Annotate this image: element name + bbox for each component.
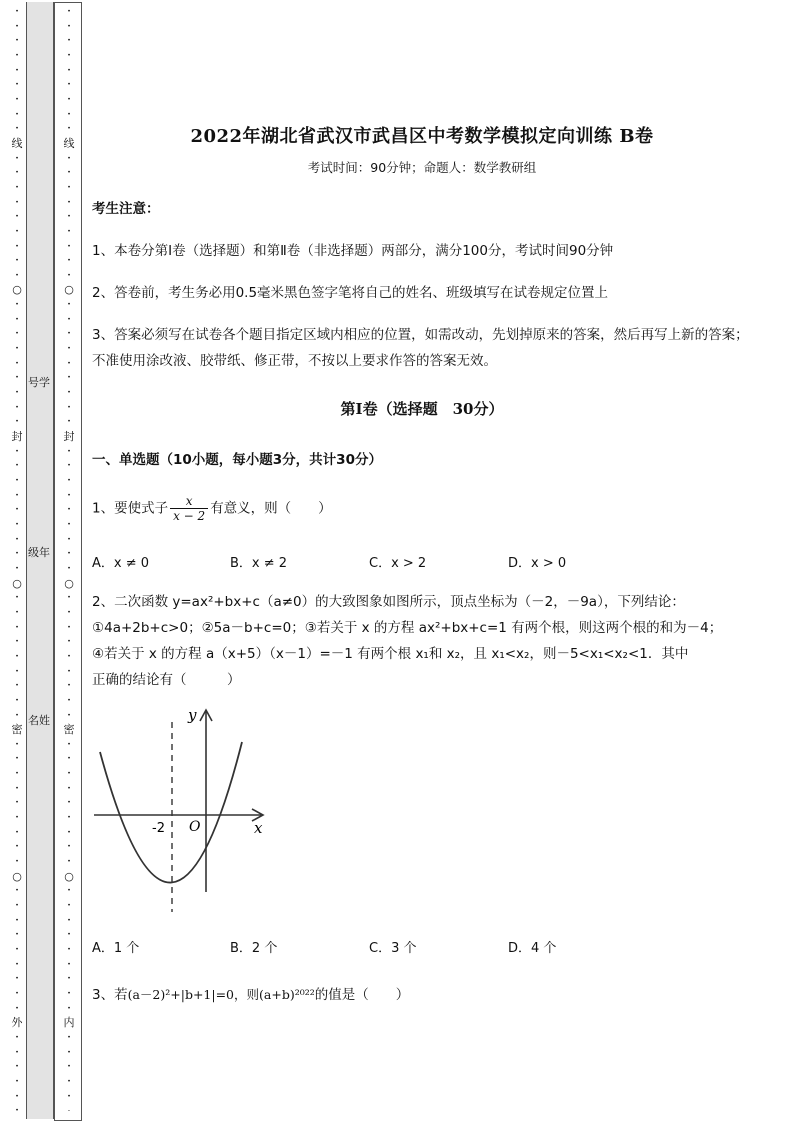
binding-dot: • xyxy=(15,110,19,118)
binding-dot: • xyxy=(67,916,71,924)
binding-dot: • xyxy=(67,257,71,265)
binding-dot: • xyxy=(67,125,71,133)
notice-heading: 考生注意： xyxy=(92,201,160,217)
q2-line-4: 正确的结论有（ ） xyxy=(92,672,241,688)
binding-dot: • xyxy=(67,594,71,602)
binding-dot: • xyxy=(15,931,19,939)
binding-dot: • xyxy=(15,51,19,59)
binding-marker: 封 xyxy=(63,430,75,444)
binding-dot: • xyxy=(15,506,19,514)
binding-dot: • xyxy=(67,770,71,778)
binding-dot: • xyxy=(15,125,19,133)
binding-dot: • xyxy=(67,22,71,30)
binding-dot: • xyxy=(15,1063,19,1071)
binding-dot: • xyxy=(15,843,19,851)
binding-dot: • xyxy=(15,608,19,616)
question-3 xyxy=(92,982,752,1008)
binding-dot: • xyxy=(67,242,71,250)
binding-dot: • xyxy=(67,403,71,411)
binding-dot: • xyxy=(15,652,19,660)
origin-label: O xyxy=(189,819,201,835)
binding-dot: • xyxy=(67,975,71,983)
binding-dot: • xyxy=(15,1092,19,1100)
binding-dot: • xyxy=(15,564,19,572)
binding-marker: ○ xyxy=(12,869,22,883)
binding-dot: • xyxy=(67,169,71,177)
binding-dot: • xyxy=(67,183,71,191)
q2-option-c[interactable]: C．3 个 xyxy=(369,941,417,956)
q3-prefix: 3、若 xyxy=(92,987,128,1003)
binding-dot: • xyxy=(67,1004,71,1012)
binding-dot: • xyxy=(67,535,71,543)
q3-suffix: 的值是（ ） xyxy=(314,987,410,1003)
binding-dot: • xyxy=(15,183,19,191)
binding-dot: • xyxy=(67,110,71,118)
binding-dot: • xyxy=(15,257,19,265)
binding-dot: • xyxy=(15,374,19,382)
binding-marker: 线 xyxy=(11,136,23,150)
binding-dot: • xyxy=(15,330,19,338)
binding-dot: • xyxy=(15,740,19,748)
exam-subtitle: 考试时间：90分钟；命题人：数学教研组 xyxy=(307,160,537,175)
student-number-label: 号学 xyxy=(28,376,50,389)
grade-label: 级年 xyxy=(28,546,50,559)
y-axis-label: y xyxy=(188,706,197,724)
q2-option-a[interactable]: A．1 个 xyxy=(92,941,140,956)
binding-dot: • xyxy=(15,271,19,279)
notice-3: 3、答案必须写在试卷各个题目指定区域内相应的位置，如需改动，先划掉原来的答案，然后再写上新的答案；不准使用涂改液、胶带纸、修正带，不按以上要求作答的答案无效。 xyxy=(92,327,749,369)
binding-dot: • xyxy=(67,931,71,939)
binding-dot: • xyxy=(67,345,71,353)
binding-dot: • xyxy=(67,740,71,748)
binding-dot: • xyxy=(15,975,19,983)
binding-dot: • xyxy=(15,462,19,470)
binding-dot: • xyxy=(67,301,71,309)
binding-inner-dots xyxy=(63,6,75,1118)
binding-dot: • xyxy=(15,1048,19,1056)
binding-dot: • xyxy=(15,828,19,836)
binding-dot: • xyxy=(15,858,19,866)
binding-dot: • xyxy=(67,81,71,89)
binding-dot: • xyxy=(15,623,19,631)
question-1 xyxy=(92,494,752,523)
binding-dot: • xyxy=(15,638,19,646)
binding-dot: • xyxy=(15,799,19,807)
binding-dot: • xyxy=(67,682,71,690)
binding-dot: • xyxy=(67,989,71,997)
binding-marker: 封 xyxy=(11,430,23,444)
q2-line-1: 2、二次函数 y=ax²+bx+c（a≠0）的大致图象如图所示，顶点坐标为（－2，－9a），下列结论： xyxy=(92,594,685,610)
q1-fraction xyxy=(170,494,208,523)
q3-expression: (a－2)²+|b+1|=0，则(a+b)²⁰²² xyxy=(127,987,315,1002)
binding-dot: • xyxy=(15,359,19,367)
q2-parabola-graph xyxy=(92,700,272,920)
binding-marker: ○ xyxy=(64,283,74,297)
binding-dot: • xyxy=(15,1033,19,1041)
x-axis-label: x xyxy=(254,819,263,837)
parabola-curve xyxy=(100,742,242,883)
binding-dot: • xyxy=(15,81,19,89)
binding-dot: • xyxy=(67,843,71,851)
binding-dot: • xyxy=(67,1077,71,1085)
q2-line-3: ④若关于 x 的方程 a（x+5）（x－1）=－1 有两个根 x₁和 x₂，且 x₁<x₂，则－5<x₁<x₂<1．其中 xyxy=(92,646,689,662)
q1-frac-den: x − 2 xyxy=(173,509,206,523)
binding-dot: • xyxy=(67,491,71,499)
q2-option-b[interactable]: B．2 个 xyxy=(230,941,278,956)
binding-dot: • xyxy=(15,946,19,953)
binding-marker: 密 xyxy=(63,723,75,737)
binding-dot: • xyxy=(67,227,71,235)
binding-dot: • xyxy=(67,198,71,206)
binding-marker: 外 xyxy=(11,1016,23,1030)
binding-dot: • xyxy=(67,418,71,426)
binding-dot: • xyxy=(67,858,71,866)
binding-dot: • xyxy=(67,447,71,455)
binding-dot: • xyxy=(15,520,19,528)
binding-dot: • xyxy=(67,37,71,45)
binding-dot: • xyxy=(67,799,71,807)
binding-dot: • xyxy=(67,95,71,103)
binding-dot: • xyxy=(15,491,19,499)
binding-dot: • xyxy=(67,315,71,323)
binding-dot: • xyxy=(67,784,71,792)
binding-dot: • xyxy=(67,887,71,895)
binding-dot: • xyxy=(15,22,19,30)
q2-line-2: ①4a+2b+c>0；②5a－b+c=0；③若关于 x 的方程 ax²+bx+c=1 有两个根，则这两个根的和为－4； xyxy=(92,620,723,636)
name-label: 名姓 xyxy=(28,714,50,727)
binding-dot: • xyxy=(67,359,71,367)
binding-dot: • xyxy=(15,389,19,397)
binding-dot: • xyxy=(15,345,19,353)
binding-dot: • xyxy=(67,814,71,822)
binding-dot: • xyxy=(15,154,19,162)
binding-dot: • xyxy=(15,550,19,558)
binding-dot: • xyxy=(67,652,71,660)
binding-dot: • xyxy=(67,946,71,953)
section-title: 第I卷（选择题 30分） xyxy=(340,400,504,418)
binding-dot: • xyxy=(15,989,19,997)
binding-dot: • xyxy=(15,755,19,763)
binding-dot: • xyxy=(67,550,71,558)
q1-frac-num: x xyxy=(170,494,208,509)
binding-marker: ○ xyxy=(12,576,22,590)
binding-dot: • xyxy=(15,301,19,309)
binding-dot: • xyxy=(15,95,19,103)
binding-dot: • xyxy=(15,814,19,822)
binding-dot: • xyxy=(67,960,71,968)
binding-marker: ○ xyxy=(12,283,22,297)
binding-dot: • xyxy=(15,1107,19,1115)
binding-dot: • xyxy=(15,711,19,719)
binding-dot: • xyxy=(15,447,19,455)
vertex-x-label: -2 xyxy=(152,821,165,836)
binding-dot: • xyxy=(15,594,19,602)
binding-dot: • xyxy=(67,330,71,338)
binding-dot: • xyxy=(67,608,71,616)
binding-dot: • xyxy=(67,667,71,675)
binding-dot: • xyxy=(67,638,71,646)
q1-option-d[interactable]: D．x > 0 xyxy=(508,556,567,571)
part-heading: 一、单选题（10小题，每小题3分，共计30分） xyxy=(92,452,382,468)
binding-dot: • xyxy=(67,1033,71,1041)
binding-dot: • xyxy=(15,169,19,177)
binding-dot: • xyxy=(67,8,71,15)
binding-dot: • xyxy=(67,711,71,719)
binding-dot: • xyxy=(67,51,71,59)
binding-dot: • xyxy=(67,1092,71,1100)
binding-dot: • xyxy=(67,66,71,74)
binding-dot: • xyxy=(15,770,19,778)
binding-dot: • xyxy=(67,623,71,631)
binding-dot: • xyxy=(67,696,71,704)
notice-1: 1、本卷分第I卷（选择题）和第Ⅱ卷（非选择题）两部分，满分100分，考试时间90分钟 xyxy=(92,243,614,259)
binding-dot: • xyxy=(67,828,71,836)
binding-outer-dots xyxy=(11,6,23,1118)
binding-dot: • xyxy=(67,1063,71,1071)
binding-dot: • xyxy=(15,37,19,45)
binding-dot: • xyxy=(67,477,71,484)
q1-option-b[interactable]: B．x ≠ 2 xyxy=(230,556,288,571)
binding-dot: • xyxy=(67,755,71,763)
binding-dot: • xyxy=(15,916,19,924)
binding-dot: • xyxy=(15,1077,19,1085)
binding-dot: • xyxy=(15,682,19,690)
binding-dot: • xyxy=(15,242,19,250)
binding-dot: • xyxy=(67,520,71,528)
binding-marker: ○ xyxy=(64,576,74,590)
binding-dot: • xyxy=(67,389,71,397)
binding-dot: • xyxy=(67,213,71,221)
binding-dot: • xyxy=(67,1048,71,1056)
binding-dot: - xyxy=(67,1107,71,1115)
binding-dot: • xyxy=(15,227,19,235)
binding-dot: • xyxy=(15,418,19,426)
binding-dot: • xyxy=(15,198,19,206)
binding-dot: • xyxy=(15,66,19,74)
binding-dot: • xyxy=(15,887,19,895)
binding-dot: • xyxy=(67,506,71,514)
q1-option-c[interactable]: C．x > 2 xyxy=(369,556,427,571)
binding-dot: • xyxy=(15,667,19,675)
binding-dot: • xyxy=(15,8,19,15)
binding-dot: • xyxy=(67,271,71,279)
binding-dot: • xyxy=(15,213,19,221)
binding-marker: 内 xyxy=(63,1016,75,1030)
binding-dot: • xyxy=(67,462,71,470)
q1-suffix: 有意义，则（ ） xyxy=(210,500,332,517)
binding-dot: • xyxy=(15,477,19,484)
binding-marker: 线 xyxy=(63,136,75,150)
binding-dot: • xyxy=(15,403,19,411)
q2-option-d[interactable]: D．4 个 xyxy=(508,941,557,956)
exam-title: 2022年湖北省武汉市武昌区中考数学模拟定向训练 B卷 xyxy=(190,126,654,147)
binding-marker: ○ xyxy=(64,869,74,883)
binding-dot: • xyxy=(67,154,71,162)
binding-dot: • xyxy=(67,902,71,910)
binding-dot: • xyxy=(15,535,19,543)
binding-dot: • xyxy=(67,374,71,382)
binding-dot: • xyxy=(15,960,19,968)
q1-option-a[interactable]: A．x ≠ 0 xyxy=(92,556,150,571)
notice-2: 2、答卷前，考生务必用0.5毫米黑色签字笔将自己的姓名、班级填写在试卷规定位置上 xyxy=(92,285,609,301)
binding-dot: • xyxy=(15,315,19,323)
binding-marker: 密 xyxy=(11,723,23,737)
binding-dot: • xyxy=(15,696,19,704)
binding-dot: • xyxy=(15,1004,19,1012)
binding-dot: • xyxy=(15,902,19,910)
q1-prefix: 1、要使式子 xyxy=(92,500,169,517)
binding-dot: • xyxy=(15,784,19,792)
binding-dot: • xyxy=(67,564,71,572)
